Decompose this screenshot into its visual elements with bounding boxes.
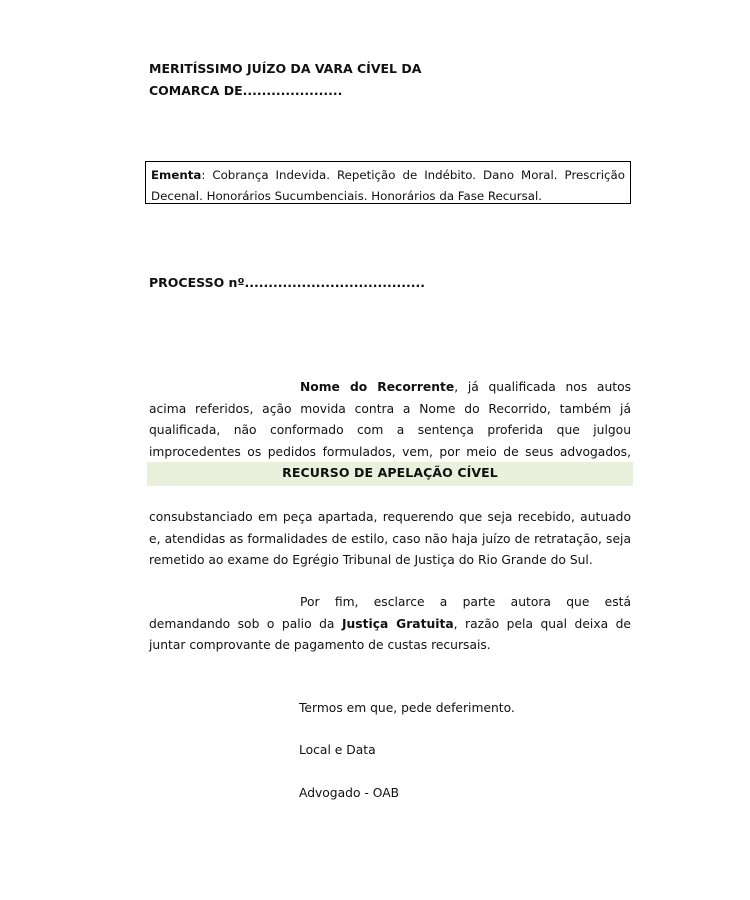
ementa-label: Ementa [151,168,202,182]
free-justice-text-before: Por fim, esclarce a parte autora que está demandando sob o palio da [149,595,631,631]
ementa-box [145,161,631,204]
appellant-name: Nome do Recorrente [300,380,455,394]
court-header-line-1: MERITÍSSIMO JUÍZO DA VARA CÍVEL DA [149,61,422,76]
free-justice-text-after: , razão pela qual deixa de juntar comprovante de pagamento de custas recursais. [149,616,631,652]
process-number: PROCESSO nº...................................... [149,275,425,290]
place-and-date: Local e Data [299,743,376,757]
appeal-title: RECURSO DE APELAÇÃO CÍVEL [282,465,498,480]
court-header-line-2: COMARCA DE..................... [149,83,343,98]
request-paragraph: consubstanciado em peça apartada, requerendo que seja recebido, autuado e, atendidas as formalidades de estilo, caso não haja juízo de retratação, seja remetido ao exame do Egrégio Tribunal de Justiça do Rio Grande do Sul. [149,510,631,567]
closing-request: Termos em que, pede deferimento. [299,701,515,715]
free-justice-highlight: Justiça Gratuita [341,616,454,631]
ementa-text: : Cobrança Indevida. Repetição de Indébito. Dano Moral. Prescrição Decenal. Honorários Sucumbenciais. Honorários da Fase Recursal. [151,168,625,203]
court-header [149,58,619,102]
intro-text: , já qualificada nos autos acima referidos, ação movida contra a Nome do Recorrido, também já qualificada, não conformado com a sentença proferida que julgou improcedentes os pedidos formulados, vem, por meio de seus advogados, [149,380,631,459]
free-justice-paragraph [149,592,631,657]
lawyer-signature: Advogado - OAB [299,786,400,800]
